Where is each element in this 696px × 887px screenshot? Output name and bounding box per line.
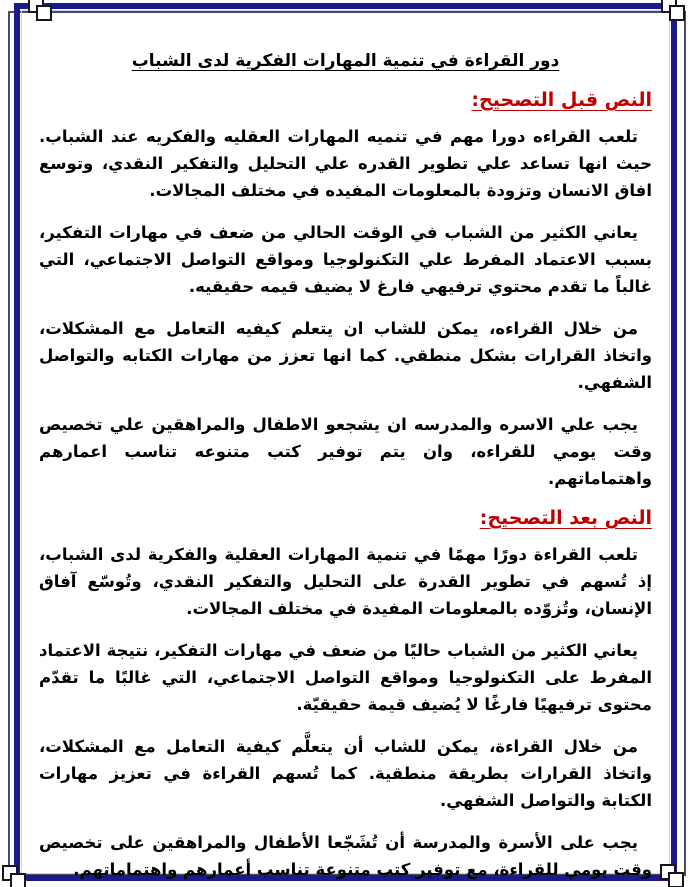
border-corner-knot-top-right	[661, 0, 685, 21]
page-title: دور القراءة في تنمية المهارات الفكرية لدى الشباب	[131, 51, 560, 71]
section-after-correction	[39, 507, 652, 883]
paragraph-after-1: تلعب القراءة دورًا مهمًا في تنمية المهارات العقلية والفكرية لدى الشباب، إذ تُسهم في تطوير القدرة على التحليل والتفكير النقدي، وتُوسّع آفاق الإنسان، وتُزوّده بالمعلومات المفيدة في مختلف المجالات.	[39, 545, 652, 618]
paragraph-after-3: من خلال القراءة، يمكن للشاب أن يتعلَّم كيفية التعامل مع المشكلات، واتخاذ القرارات بطريقة منطقية. كما تُسهم القراءة في تعزيز مهارات الكتابة والتواصل الشفهي.	[39, 737, 652, 810]
knot-square-icon	[668, 872, 684, 887]
border-corner-knot-bottom-left	[2, 865, 26, 887]
border-corner-knot-top-left	[28, 0, 52, 21]
knot-square-icon	[10, 873, 26, 887]
paragraph-after-2: يعاني الكثير من الشباب حاليًا من ضعف في مهارات التفكير، نتيجة الاعتماد المفرط على التكنولوجيا ومواقع التواصل الاجتماعي، التي غالبًا ما تقدّم محتوى ترفيهيًا فارغًا لا يُضيف قيمة حقيقيّة.	[39, 641, 652, 714]
knot-square-icon	[36, 5, 52, 21]
knot-square-icon	[2, 865, 18, 881]
section-heading-before: النص قبل التصحيح:	[471, 89, 652, 111]
section-heading-after: النص بعد التصحيح:	[479, 507, 652, 529]
paragraph-after-4: يجب على الأسرة والمدرسة أن تُشَجّعا الأطفال والمراهقين على تخصيص وقت يومي للقراءة، مع توفير كتب متنوعة تناسب أعمارهم واهتماماتهم.	[39, 833, 652, 879]
paragraph-before-1: تلعب القراءه دورا مهم في تنميه المهارات العقليه والفكريه عند الشباب. حيث انها تساعد علي تطوير القدره علي التحليل والتفكير النقدي، وتوسع افاق الانسان وتزودة بالمعلومات المفيده في مختلف المجالات.	[39, 127, 652, 200]
document-content	[27, 21, 664, 879]
paragraph-before-3: من خلال القراءه، يمكن للشاب ان يتعلم كيفيه التعامل مع المشكلات، واتخاذ القرارات بشكل منطقي. كما انها تعزز من مهارات الكتابه والتواصل الشفهي.	[39, 319, 652, 392]
knot-square-icon	[669, 5, 685, 21]
section-before-correction	[39, 89, 652, 492]
knot-square-icon	[661, 0, 677, 13]
paragraph-before-2: يعاني الكثير من الشباب في الوقت الحالي من ضعف في مهارات التفكير، بسبب الاعتماد المفرط علي التكنولوجيا ومواقع التواصل الاجتماعي، التي غالباً ما تقدم محتوي ترفيهي فارغ لا يضيف قيمه حقيقيه.	[39, 223, 652, 296]
knot-square-icon	[28, 0, 44, 13]
paragraph-before-4: يجب علي الاسره والمدرسه ان يشجعو الاطفال والمراهقين علي تخصيص وقت يومي للقراءه، وان يتم توفير كتب متنوعه تناسب اعمارهم واهتماماتهم.	[39, 415, 652, 488]
